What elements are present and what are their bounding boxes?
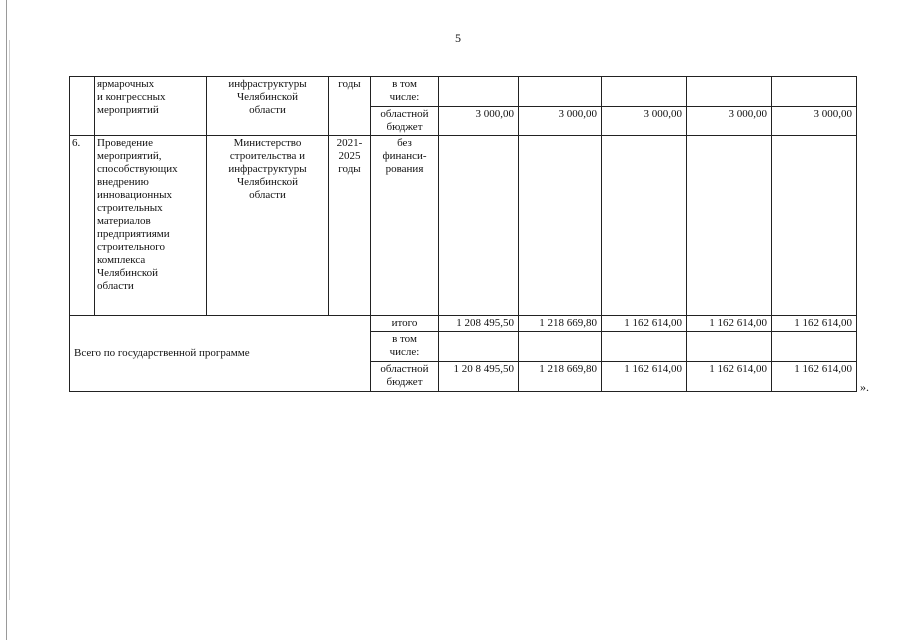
- value-cell-empty: [772, 77, 857, 107]
- source-cell-regional: областной бюджет: [371, 107, 439, 136]
- value-cell: 1 162 614,00: [602, 362, 687, 392]
- num-cell: 6.: [70, 136, 95, 316]
- value-cell: 1 162 614,00: [687, 362, 772, 392]
- value-cell: 1 218 669,80: [519, 316, 602, 332]
- value-cell: 3 000,00: [439, 107, 519, 136]
- value-cell-empty: [602, 77, 687, 107]
- value-cell-empty: [772, 136, 857, 316]
- value-cell: 1 218 669,80: [519, 362, 602, 392]
- table-row-6: [70, 136, 857, 316]
- value-cell: 1 162 614,00: [772, 316, 857, 332]
- value-cell: 1 208 495,50: [439, 316, 519, 332]
- executor-cell: Министерство строительства и инфраструктуры Челябинской области: [207, 136, 329, 316]
- value-cell: 3 000,00: [772, 107, 857, 136]
- value-cell-empty: [519, 332, 602, 362]
- closing-quote: ».: [860, 380, 869, 394]
- value-cell-empty: [687, 136, 772, 316]
- source-cell-including: в том числе:: [371, 77, 439, 107]
- value-cell: 1 162 614,00: [602, 316, 687, 332]
- total-label-cell: Всего по государственной программе: [70, 316, 371, 392]
- table-row-total-itogo: [70, 316, 857, 332]
- value-cell: 3 000,00: [602, 107, 687, 136]
- value-cell-empty: [602, 332, 687, 362]
- value-cell-empty: [519, 77, 602, 107]
- scan-edge-shadow: [9, 40, 10, 600]
- scan-edge: [6, 0, 7, 640]
- page-number: 5: [455, 31, 461, 45]
- value-cell: 3 000,00: [687, 107, 772, 136]
- budget-table: [69, 76, 857, 392]
- value-cell-empty: [439, 332, 519, 362]
- value-cell-empty: [687, 77, 772, 107]
- value-cell-empty: [519, 136, 602, 316]
- period-cell: годы: [329, 77, 371, 136]
- value-cell: 3 000,00: [519, 107, 602, 136]
- num-cell: [70, 77, 95, 136]
- source-cell: без финанси- рования: [371, 136, 439, 316]
- executor-cell: инфраструктуры Челябинской области: [207, 77, 329, 136]
- source-cell-itogo: итого: [371, 316, 439, 332]
- value-cell-empty: [439, 77, 519, 107]
- value-cell-empty: [602, 136, 687, 316]
- source-cell-including: в том числе:: [371, 332, 439, 362]
- period-cell: 2021- 2025 годы: [329, 136, 371, 316]
- source-cell-regional: областной бюджет: [371, 362, 439, 392]
- value-cell: 1 162 614,00: [772, 362, 857, 392]
- value-cell: 1 162 614,00: [687, 316, 772, 332]
- value-cell-empty: [439, 136, 519, 316]
- value-cell-empty: [772, 332, 857, 362]
- value-cell: 1 20 8 495,50: [439, 362, 519, 392]
- value-cell-empty: [687, 332, 772, 362]
- event-cell: ярмарочных и конгрессных мероприятий: [95, 77, 207, 136]
- event-cell: Проведение мероприятий, способствующих внедрению инновационных строительных материалов предприятиями строительного комплекса Челябинской области: [95, 136, 207, 316]
- table-row-continuation-including: [70, 77, 857, 107]
